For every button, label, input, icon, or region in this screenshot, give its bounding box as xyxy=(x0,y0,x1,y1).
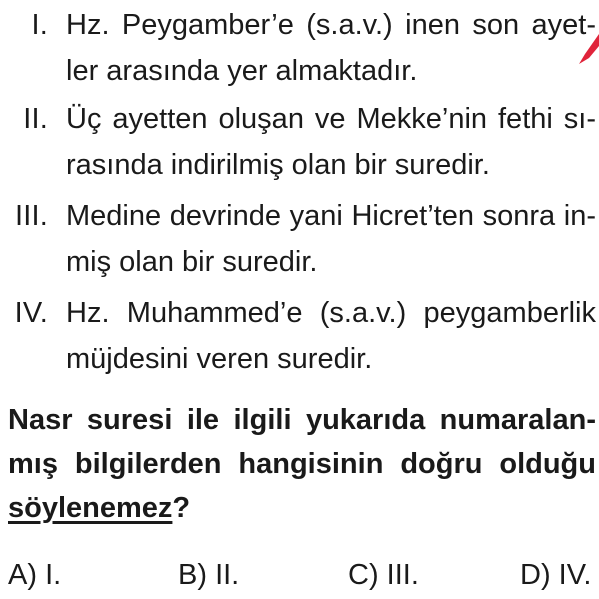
option-value: III. xyxy=(386,559,419,591)
option-value: IV. xyxy=(558,559,592,591)
statement-line: Hz. Muhammed’e (s.a.v.) peygamberlik xyxy=(66,297,596,329)
statement-text xyxy=(66,290,596,382)
statement-line: miş olan bir suredir. xyxy=(66,246,318,278)
question-line: Nasr suresi ile ilgili yukarıda numaralan- xyxy=(8,404,596,436)
answer-options xyxy=(8,553,596,597)
option-a[interactable] xyxy=(8,553,61,597)
option-letter: B) xyxy=(178,559,207,591)
statement-line: Hz. Peygamber’e (s.a.v.) inen son ayet- xyxy=(66,9,596,41)
question-line xyxy=(8,486,596,530)
question-mark: ? xyxy=(172,492,191,524)
statement-text xyxy=(66,2,596,94)
option-letter: D) xyxy=(520,559,551,591)
statement-line: ler arasında yer almaktadır. xyxy=(66,55,418,87)
option-value: I. xyxy=(45,559,62,591)
question-line: mış bilgilerden hangisinin doğru olduğu xyxy=(8,448,596,480)
statement-text xyxy=(66,96,596,188)
option-value: II. xyxy=(215,559,240,591)
option-c[interactable] xyxy=(348,553,419,597)
option-d[interactable] xyxy=(520,553,591,597)
statement-text xyxy=(66,193,596,285)
statement-numeral: II. xyxy=(23,103,48,135)
statement-line: Medine devrinde yani Hicret’ten sonra in- xyxy=(66,200,596,232)
option-b[interactable] xyxy=(178,553,239,597)
statement-numeral: III. xyxy=(14,200,48,232)
statement-numeral: I. xyxy=(31,9,48,41)
option-letter: A) xyxy=(8,559,37,591)
question-negation-word: söylenemez xyxy=(8,492,173,524)
statement-numeral: IV. xyxy=(14,297,48,329)
statement-line: Üç ayetten oluşan ve Mekke’nin fethi sı- xyxy=(66,103,596,135)
question-stem xyxy=(8,398,596,530)
statement-line: rasında indirilmiş olan bir suredir. xyxy=(66,149,490,181)
option-letter: C) xyxy=(348,559,379,591)
pen-mark-icon xyxy=(577,32,599,66)
statement-line: müjdesini veren suredir. xyxy=(66,343,373,375)
